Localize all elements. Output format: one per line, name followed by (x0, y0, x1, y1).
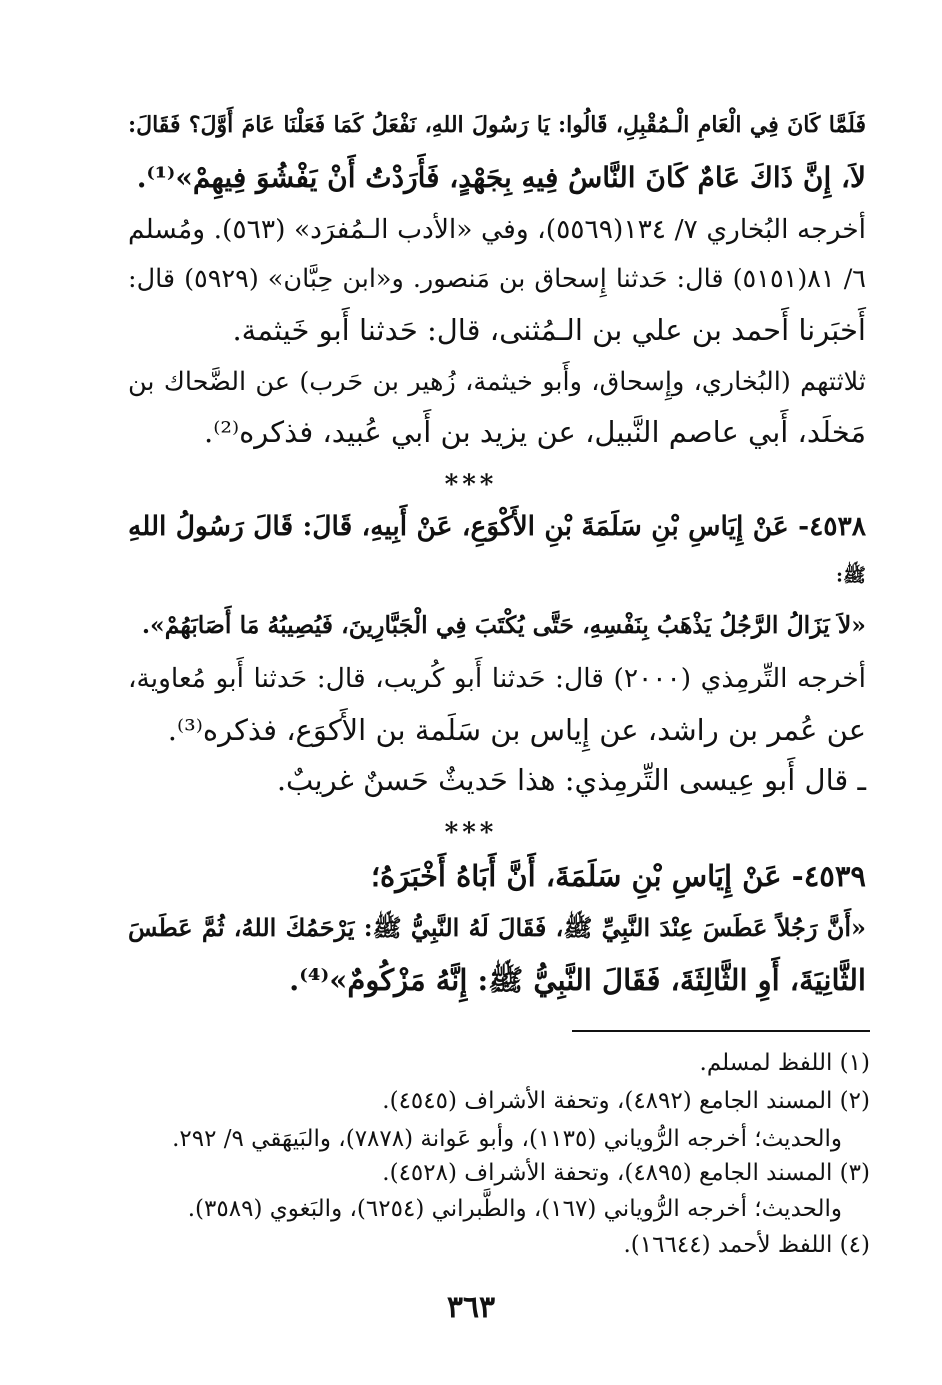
section-separator: *** (444, 470, 498, 500)
salla-glyph: ﷺ: (836, 564, 866, 587)
takhrij-4538-line-1: أخرجه التِّرمِذي (٢٠٠٠) قال: حَدثنا أَبو كُريب، قال: حَدثنا أَبو مُعاوية، (128, 663, 866, 694)
takhrij-4537-line-3: أَخبَرنا أَحمد بن علي بن الـمُثنى، قال: حَدثنا أَبو خَيثمة. (232, 313, 866, 347)
footnote-3-extra: والحديث؛ أخرجه الرُّوياني (١٦٧)، والطَّبراني (٦٢٥٤)، والبَغوي (٣٥٨٩). (187, 1196, 842, 1222)
takhrij-4537-line-1: أخرجه البُخاري ٧/ ١٣٤(٥٥٦٩)، وفي «الأدب الـمُفرَد» (٥٦٣). ومُسلم (128, 214, 866, 245)
hadith-4539-matn-line-2: الثَّانِيَةَ، أَوِ الثَّالِثَةَ، فَقَالَ النَّبِيُّ ﷺ: إِنَّهُ مَزْكُومٌ»⁽⁴⁾. (289, 963, 866, 997)
hadith-4539-matn-line-1: «أَنَّ رَجُلاً عَطَسَ عِنْدَ النَّبِيِّ ﷺ، فَقَالَ لَهُ النَّبِيُّ ﷺ: يَرْحَمُكَ اللهُ، ثُمَّ عَطَسَ (128, 913, 866, 942)
chain-4537-line-1: ثلاثتهم (البُخاري، وإِسحاق، وأَبو خيثمة، زُهير بن حَرب) عن الضَّحاك بن (128, 367, 866, 397)
hadith-4538-heading: ٤٥٣٨- عَنْ إِيَاسِ بْنِ سَلَمَةَ بْنِ الأَكْوَعِ، عَنْ أَبِيهِ، قَالَ: قَالَ رَسُولُ اللهِ (128, 511, 866, 542)
hadith-4537-line-2: لاَ، إِنَّ ذَاكَ عَامٌ كَانَ النَّاسُ فِيهِ بِجَهْدٍ، فَأَرَدْتُ أَنْ يَفْشُوَ فِيهِمْ»⁽¹⁾. (136, 161, 866, 194)
footnote-2-extra: والحديث؛ أخرجه الرُّوياني (١١٣٥)، وأبو عَوانة (٧٨٧٨)، والبَيهَقي ٩/ ٢٩٢. (172, 1126, 842, 1152)
footnote-1: (١) اللفظ لمسلم. (699, 1050, 870, 1076)
section-separator: *** (444, 818, 498, 848)
footnote-2: (٢) المسند الجامع (٤٨٩٢)، وتحفة الأشراف (٤٥٤٥). (382, 1088, 870, 1114)
hadith-4538-salla (128, 560, 866, 589)
tirmidhi-comment: ـ قال أَبو عِيسى التِّرمِذي: هذا حَديثٌ حَسنٌ غريبٌ. (276, 763, 866, 797)
hadith-4539-heading: ٤٥٣٩- عَنْ إِيَاسِ بْنِ سَلَمَةَ، أَنَّ أَبَاهُ أَخْبَرَهُ؛ (370, 859, 866, 893)
footnote-divider (572, 1030, 870, 1032)
hadith-4537-line-1: فَلَمَّا كَانَ فِي الْعَامِ الْـمُقْبِلِ، قَالُوا: يَا رَسُولَ اللهِ، نَفْعَلُ كَمَا فَعَلْنَا عَامَ أَوَّلَ؟ فَقَالَ: (128, 112, 866, 138)
hadith-4538-matn: «لاَ يَزَالُ الرَّجُلُ يَذْهَبُ بِنَفْسِهِ، حَتَّى يُكْتَبَ فِي الْجَبَّارِينَ، فَيُصِيبُهُ مَا أَصَابَهُمْ». (141, 611, 866, 639)
chain-4537-line-2: مَخلَد، أَبي عاصم النَّبيل، عن يزيد بن أَبي عُبيد، فذكره⁽²⁾. (203, 415, 866, 449)
page-number: ٣٦٣ (446, 1290, 496, 1325)
footnote-4: (٤) اللفظ لأحمد (١٦٦٤٤). (623, 1232, 870, 1258)
takhrij-4537-line-2: ٦/ ٨١(٥١٥١) قال: حَدثنا إِسحاق بن مَنصور. و«ابن حِبَّان» (٥٩٢٩) قال: (128, 264, 866, 294)
takhrij-4538-line-2: عن عُمر بن راشد، عن إِياس بن سَلَمة بن الأَكوَع، فذكره⁽³⁾. (167, 713, 866, 747)
footnote-3: (٣) المسند الجامع (٤٨٩٥)، وتحفة الأشراف (٤٥٢٨). (382, 1160, 870, 1186)
